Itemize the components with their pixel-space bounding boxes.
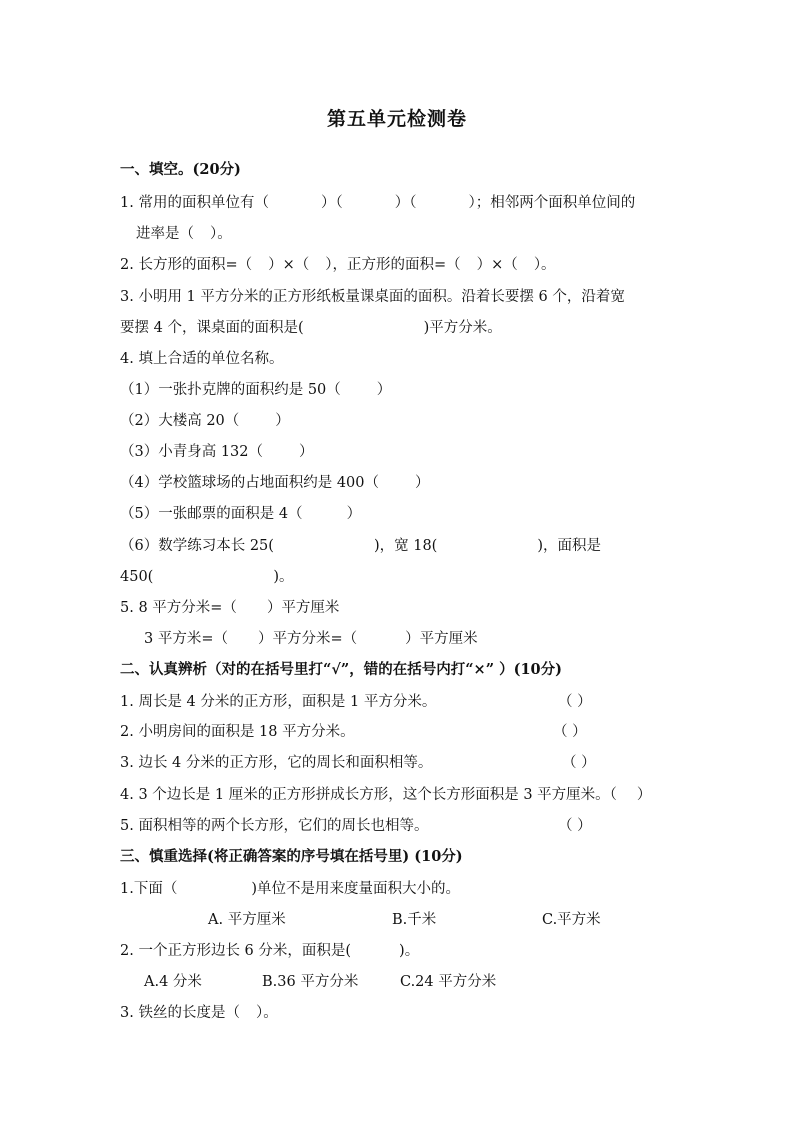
question-3-1: 1.下面（ )单位不是用来度量面积大小的。 xyxy=(120,881,460,897)
question-3-1-option-b: B.千米 xyxy=(392,912,437,928)
question-3-1-option-c: C.平方米 xyxy=(542,912,601,928)
page-title: 第五单元检测卷 xyxy=(326,108,467,130)
section-2-heading: 二、认真辨析（对的在括号里打“√”，错的在括号内打“×” ）(10分) xyxy=(120,661,562,678)
question-3-3: 3. 铁丝的长度是（ ）。 xyxy=(120,1005,278,1021)
question-2-4: 4. 3 个边长是 1 厘米的正方形拼成长方形，这个长方形面积是 3 平方厘米。（ ） xyxy=(120,787,652,803)
question-3-2-option-a: A.4 分米 xyxy=(144,974,202,990)
question-1-4-3: （3）小青身高 132（ ） xyxy=(120,444,314,460)
question-2-5-paren: （ ） xyxy=(558,818,592,834)
question-1-5: 5. 8 平方分米=（ ）平方厘米 xyxy=(120,600,340,616)
question-1-5-cont: 3 平方米=（ ）平方分米=（ ）平方厘米 xyxy=(144,631,478,647)
question-3-2-option-c: C.24 平方分米 xyxy=(400,974,497,990)
question-3-2-option-b: B.36 平方分米 xyxy=(262,974,359,990)
question-1-4-6: （6）数学练习本长 25( )，宽 18( )，面积是 xyxy=(120,538,601,554)
question-2-2: 2. 小明房间的面积是 18 平方分米。 xyxy=(120,724,355,740)
question-1-4-4: （4）学校篮球场的占地面积约是 400（ ） xyxy=(120,475,430,491)
question-1-1: 1. 常用的面积单位有（ ）（ ）（ ）；相邻两个面积单位间的 xyxy=(120,195,636,211)
question-1-3-cont: 要摆 4 个，课桌面的面积是( )平方分米。 xyxy=(120,320,502,336)
question-2-2-paren: （ ） xyxy=(553,724,587,740)
question-1-4-2: （2）大楼高 20（ ） xyxy=(120,413,290,429)
question-2-1: 1. 周长是 4 分米的正方形，面积是 1 平方分米。 xyxy=(120,694,437,710)
question-3-1-option-a: A. 平方厘米 xyxy=(208,912,286,928)
question-2-3: 3. 边长 4 分米的正方形，它的周长和面积相等。 xyxy=(120,755,433,771)
question-3-2: 2. 一个正方形边长 6 分米，面积是( )。 xyxy=(120,943,420,959)
question-1-3: 3. 小明用 1 平方分米的正方形纸板量课桌面的面积。沿着长要摆 6 个，沿着宽 xyxy=(120,289,625,305)
section-3-heading: 三、慎重选择(将正确答案的序号填在括号里) (10分) xyxy=(120,848,463,865)
section-1-heading: 一、填空。(20分) xyxy=(120,161,241,178)
question-1-4-1: （1）一张扑克牌的面积约是 50（ ） xyxy=(120,382,392,398)
question-1-2: 2. 长方形的面积=（ ）×（ ），正方形的面积=（ ）×（ ）。 xyxy=(120,257,556,273)
question-1-4-5: （5）一张邮票的面积是 4（ ） xyxy=(120,506,362,522)
question-2-3-paren: （ ） xyxy=(562,755,596,771)
question-1-1-cont: 进率是（ ）。 xyxy=(136,226,232,242)
question-2-1-paren: （ ） xyxy=(558,694,592,710)
question-2-5: 5. 面积相等的两个长方形，它们的周长也相等。 xyxy=(120,818,429,834)
question-1-4-6-cont: 450( )。 xyxy=(120,569,294,585)
question-1-4: 4. 填上合适的单位名称。 xyxy=(120,351,284,367)
